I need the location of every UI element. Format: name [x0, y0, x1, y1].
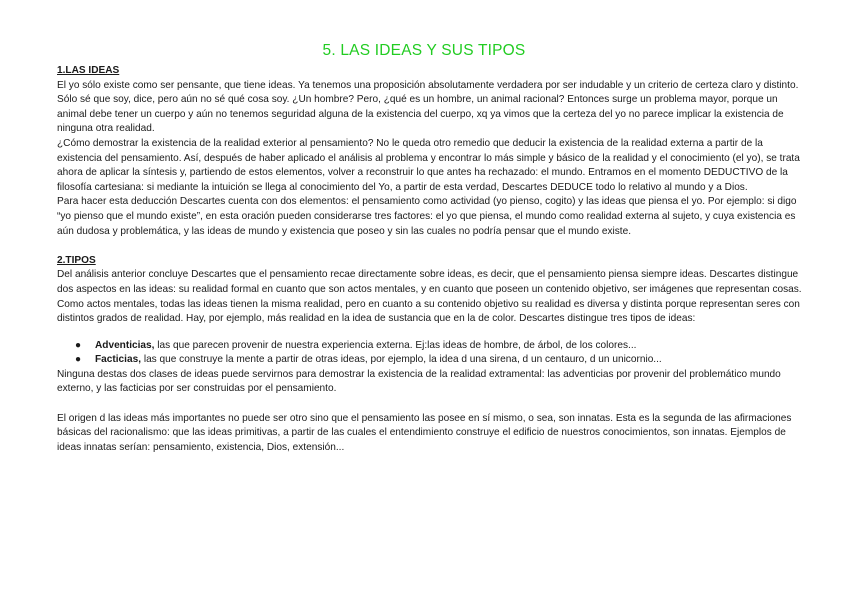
- paragraph: El origen d las ideas más importantes no puede ser otro sino que el pensamiento las posee en sí mismo, o sea, son innatas. Esta es la segunda de las afirmaciones básicas del racionalismo: que las ideas primitivas, a partir de las cuales el entendimiento construye el edificio de nuestros conocimientos, son innatas. Ejemplos de ideas innatas serían: pensamiento, existencia, Dios, extensión...: [57, 412, 792, 453]
- document-title: 5. LAS IDEAS Y SUS TIPOS: [322, 42, 526, 59]
- idea-types-list: [57, 339, 802, 368]
- paragraph: ¿Cómo demostrar la existencia de la realidad exterior al pensamiento? No le queda otro remedio que deducir la existencia de la realidad externa a partir de la existencia del pensamiento. Así, después de haber aplicado el análisis al problema y encontrar lo más simple y básico de la realidad y el conocimiento (el yo), se trata ahora de aplicar la síntesis y, partiendo de estos elementos, volver a reconstruir lo que antes ha rechazado: el mundo. Entramos en el momento DEDUCTIVO de la filosofía cartesiana: si mediante la intuición se llega al conocimiento del Yo, a partir de esta verdad, Descartes DEDUCE todo lo relativo al mundo y a Dios.: [57, 137, 800, 193]
- type-term: Adventicias,: [95, 339, 155, 351]
- paragraph: Del análisis anterior concluye Descartes que el pensamiento recae directamente sobre ideas, es decir, que el pensamiento piensa siempre ideas. Descartes distingue dos aspectos en las ideas: su realidad formal en cuanto que son actos mentales, y en cuanto que poseen un contenido objetivo, ser imágenes que representan cosas. Como actos mentales, todas las ideas tienen la misma realidad, pero en cuanto a su contenido objetivo su realidad es diversa y distinta porque representan seres con distintos grados de realidad. Hay, por ejemplo, más realidad en la idea de sustancia que en la de color. Descartes distingue tres tipos de ideas:: [57, 269, 802, 325]
- section-heading-tipos: 2.TIPOS: [57, 254, 96, 266]
- paragraph-spacer: [57, 239, 802, 254]
- section-heading-ideas: 1.LAS IDEAS: [57, 65, 120, 76]
- paragraph: Ninguna destas dos clases de ideas puede servirnos para demostrar la existencia de la realidad extramental: las adventicias por provenir del problemático mundo externo, y las facticias por ser construidas por el pensamiento.: [57, 368, 781, 395]
- list-item: [75, 339, 802, 354]
- bullet-icon: ●: [75, 354, 82, 366]
- type-term: Facticias,: [95, 354, 142, 366]
- paragraph: El yo sólo existe como ser pensante, que tiene ideas. Ya tenemos una proposición absolutamente verdadera por ser indudable y un criterio de certeza claro y distinto. Sólo sé que soy, dice, pero aún no sé qué cosa soy. ¿Un hombre? Pero, ¿qué es un hombre, un animal racional? Entonces surge un problema mayor, porque un animal debe tener un cuerpo y aún no tenemos seguridad alguna de la existencia del cuerpo, xq ya vimos que la certeza del yo no parece implicar la existencia de ninguna otra realidad.: [57, 79, 799, 135]
- list-item: [75, 353, 802, 368]
- type-description: las que construye la mente a partir de otras ideas, por ejemplo, la idea d una sirena, d un centauro, d un unicornio...: [141, 354, 662, 366]
- paragraph-spacer: [57, 327, 802, 339]
- type-description: las que parecen provenir de nuestra experiencia externa. Ej:las ideas de hombre, de árbol, de los colores...: [154, 339, 637, 351]
- bullet-icon: ●: [75, 339, 82, 351]
- paragraph: Para hacer esta deducción Descartes cuenta con dos elementos: el pensamiento como actividad (yo pienso, cogito) y las ideas que piensa el yo. Por ejemplo: si digo “yo pienso que el mundo existe”, en esta oración pueden considerarse tres factores: el yo que piensa, el mundo como realidad externa al sujeto, y cuya existencia es aún dudosa y problemática, y las ideas de mundo y existencia que poseo y sin las cuales no podría pensar que el mundo existe.: [57, 196, 797, 237]
- paragraph-spacer: [57, 397, 802, 412]
- document-body: [57, 64, 802, 455]
